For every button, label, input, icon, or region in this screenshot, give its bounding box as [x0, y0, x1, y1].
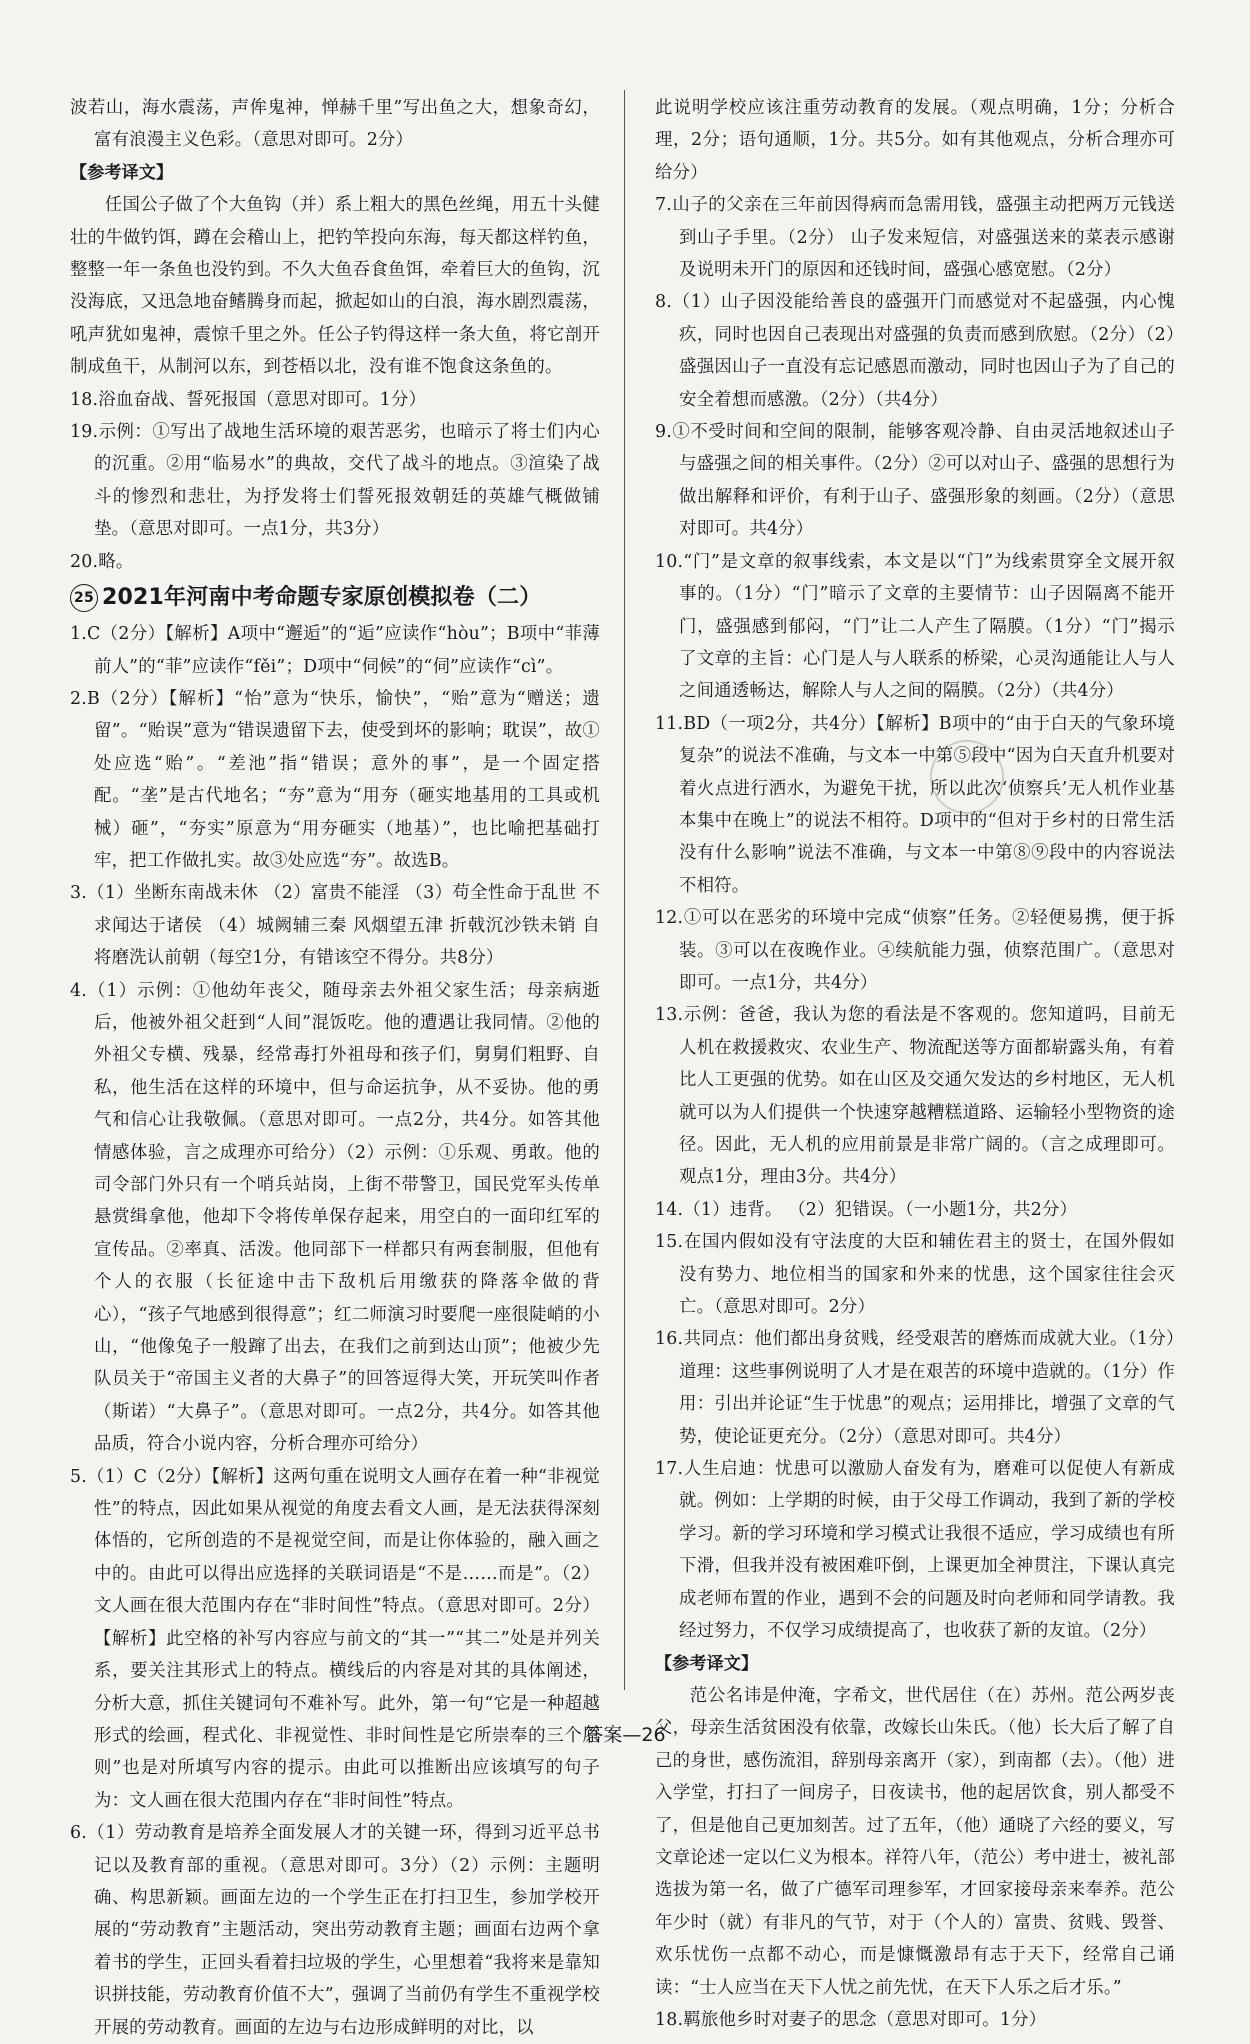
answer-item: 16.共同点：他们都出身贫贱，经受艰苦的磨炼而成就大业。（1分）道理：这些事例说明了人才是在艰苦的环境中造就的。（1分）作用：引出并论证“生于忧患”的观点；运用排比，增强了文章的气势，使论证更充分。（2分）（意思对即可。共4分） — [655, 1329, 1175, 1447]
answer-item: 10.“门”是文章的叙事线索，本文是以“门”为线索贯穿全文展开叙事的。（1分）“门”暗示了文章的主要情节：山子因隔离不能开门，盛强感到郁闷，“门”让二人产生了隔膜。（1分）“门”揭示了文章的主旨：心门是人与人联系的桥梁，心灵沟通能让人与人之间通透畅达，解除人与人之间的隔膜。（2分）（共4分） — [655, 551, 1175, 702]
answer-item: 此说明学校应该注重劳动教育的发展。（观点明确，1分；分析合理，2分；语句通顺，1分。共5分。如有其他观点，分析合理亦可给分） — [655, 98, 1175, 183]
answer-item: 19.示例：①写出了战地生活环境的艰苦恶劣，也暗示了将士们内心的沉重。②用“临易水”的典故，交代了战斗的地点。③渲染了战斗的惨烈和悲壮，为抒发将士们誓死报效朝廷的英雄气概做铺垫。（意思对即可。一点1分，共3分） — [70, 422, 600, 540]
translation-label: 【参考译文】 — [655, 1653, 759, 1674]
answer-item: 7.山子的父亲在三年前因得病而急需用钱，盛强主动把两万元钱送到山子手里。（2分） 山子发来短信，对盛强送来的菜表示感谢及说明未开门的原因和还钱时间，盛强心感宽慰。（2分） — [655, 195, 1175, 281]
answer-item: 3.（1）坐断东南战未休 （2）富贵不能淫 （3）苟全性命于乱世 不求闻达于诸侯 （4）城阙辅三秦 风烟望五津 折戟沉沙铁未销 自将磨洗认前朝（每空1分，有错该空不得分。共8分） — [70, 883, 600, 969]
answer-item: 13.示例：爸爸，我认为您的看法是不客观的。您知道吗，目前无人机在救援救灾、农业生产、物流配送等方面都崭露头角，有着比人工更强的优势。如在山区及交通欠发达的乡村地区，无人机就可以为人们提供一个快速穿越糟糕道路、运输轻小型物资的途径。因此，无人机的应用前景是非常广阔的。（言之成理即可。观点1分，理由3分。共4分） — [655, 1005, 1175, 1188]
section-title: 2021年河南中考命题专家原创模拟卷（二） — [102, 585, 542, 611]
translation-label: 【参考译文】 — [70, 162, 174, 183]
answer-item: 9.①不受时间和空间的限制，能够客观冷静、自由灵活地叙述山子与盛强之间的相关事件。（2分）②可以对山子、盛强的思想行为做出解释和评价，有利于山子、盛强形象的刻画。（2分）（意思对即可。共4分） — [655, 422, 1175, 540]
page-footer: 答案—26 — [584, 1724, 666, 1746]
answer-item: 5.（1）C（2分）【解析】这两句重在说明文人画存在着一种“非视觉性”的特点，因此如果从视觉的角度去看文人画，是无法获得深刻体悟的，它所创造的不是视觉空间，而是让你体验的，融入画之中的。由此可以得出应选择的关联词语是“不是……而是”。（2）文人画在很大范围内存在“非时间性”特点。（意思对即可。2分）【解析】此空格的补写内容应与前文的“其一”“其二”处是并列关系，要关注其形式上的特点。横线后的内容是对其的具体阐述，分析大意，抓住关键词句不难补写。此外，第一句“它是一种超越形式的绘画，程式化、非视觉性、非时间性是它所崇奉的三个原则”也是对所填写内容的提示。由此可以推断出应该填写的句子为：文人画在很大范围内存在“非时间性”特点。 — [70, 1466, 600, 1811]
column-divider — [624, 90, 625, 1690]
answer-item: 18.浴血奋战、誓死报国（意思对即可。1分） — [70, 389, 427, 410]
answer-item: 8.（1）山子因没能给善良的盛强开门而感觉对不起盛强，内心愧疚，同时也因自己表现出对盛强的负责而感到欣慰。（2分）（2）盛强因山子一直没有忘记感恩而激动，同时也因山子为了自己的安全着想而感激。（2分）（共4分） — [655, 292, 1175, 410]
answer-item: 1.C（2分）【解析】A项中“邂逅”的“逅”应读作“hòu”；B项中“菲薄前人”的“菲”应读作“fěi”；D项中“伺候”的“伺”应读作“cì”。 — [70, 624, 600, 677]
answer-item: 17.人生启迪：忧患可以激励人奋发有为，磨难可以促使人有新成就。例如：上学期的时候，由于父母工作调动，我到了新的学校学习。新的学习环境和学习模式让我很不适应，学习成绩也有所下滑，但我并没有被困难吓倒，上课更加全神贯注，下课认真完成老师布置的作业，遇到不会的问题及时向老师和同学请教。我经过努力，不仅学习成绩提高了，也收获了新的友谊。（2分） — [655, 1459, 1175, 1642]
section-number: 25 — [70, 584, 98, 612]
translation-paragraph: 任国公子做了个大鱼钩（并）系上粗大的黑色丝绳，用五十头健壮的牛做钓饵，蹲在会稽山上，把钓竿投向东海，每天都这样钓鱼，整整一年一条鱼也没钓到。不久大鱼吞食鱼饵，牵着巨大的鱼钩，沉没海底，又迅急地奋鳍腾身而起，掀起如山的白浪，海水剧烈震荡，吼声犹如鬼神，震惊千里之外。任公子钓得这样一条大鱼，将它剖开制成鱼干，从制河以东，到苍梧以北，没有谁不饱食这条鱼的。 — [70, 195, 600, 378]
answer-item: 6.（1）劳动教育是培养全面发展人才的关键一环，得到习近平总书记以及教育部的重视。（意思对即可。3分）（2）示例：主题明确、构思新颖。画面左边的一个学生正在打扫卫生，参加学校开展的“劳动教育”主题活动，突出劳动教育主题；画面右边两个拿着书的学生，正回头看着扫垃圾的学生，心里想着“我将来是靠知识拼技能，劳动教育价值不大”，强调了当前仍有学生不重视学校开展的劳动教育。画面的左边与右边形成鲜明的对比，以 — [70, 1823, 600, 2038]
answer-item: 14.（1）违背。 （2）犯错误。（一小题1分，共2分） — [655, 1199, 1078, 1220]
section-heading — [70, 580, 600, 616]
answer-item: 20.略。 — [70, 551, 134, 572]
left-column — [70, 92, 600, 2044]
answer-item: 4.（1）示例：①他幼年丧父，随母亲去外祖父家生活；母亲病逝后，他被外祖父赶到“人间”混饭吃。他的遭遇让我同情。②他的外祖父专横、残暴，经常毒打外祖母和孩子们，舅舅们粗野、自私，他生活在这样的环境中，但与命运抗争，从不妥协。他的勇气和信心让我敬佩。（意思对即可。一点2分，共4分。如答其他情感体验，言之成理亦可给分）（2）示例：①乐观、勇敢。他的司令部门外只有一个哨兵站岗，上街不带警卫，国民党军头传单悬赏缉拿他，他却下令将传单保存起来，用空白的一面印红军的宣传品。②率真、活泼。他同部下一样都只有两套制服，但他有个人的衣服（长征途中击下敌机后用缴获的降落伞做的背心），“孩子气地感到很得意”；红二师演习时要爬一座很陡峭的小山，“他像兔子一般蹿了出去，在我们之前到达山顶”；他被少先队员关于“帝国主义者的大鼻子”的回答逗得大笑，开玩笑叫作者（斯诺）“大鼻子”。（意思对即可。一点2分，共4分。如答其他品质，符合小说内容，分析合理亦可给分） — [70, 980, 600, 1455]
answer-item: 15.在国内假如没有守法度的大臣和辅佐君主的贤士，在国外假如没有势力、地位相当的国家和外来的忧患，这个国家往往会灭亡。（意思对即可。2分） — [655, 1232, 1175, 1318]
answer-item: 波若山，海水震荡，声侔鬼神，惮赫千里”写出鱼之大，想象奇幻，富有浪漫主义色彩。（意思对即可。2分） — [70, 98, 600, 151]
answer-item: 2.B（2分）【解析】“怡”意为“快乐，愉快”，“贻”意为“赠送；遗留”。“贻误”意为“错误遗留下去，使受到坏的影响；耽误”，故①处应选“贻”。“差池”指“错误；意外的事”，是一个固定搭配。“垄”是古代地名；“夯”意为“用夯（砸实地基用的工具或机械）砸”，“夯实”原意为“用夯砸实（地基）”，也比喻把基础打牢，把工作做扎实。故③处应选“夯”。故选B。 — [70, 688, 600, 871]
answer-item: 12.①可以在恶劣的环境中完成“侦察”任务。②轻便易携，便于拆装。③可以在夜晚作业。④续航能力强，侦察范围广。（意思对即可。一点1分，共4分） — [655, 908, 1175, 993]
answer-item: 18.羁旅他乡时对妻子的思念（意思对即可。1分） — [655, 2009, 1047, 2030]
translation-paragraph: 范公名讳是仲淹，字希文，世代居住（在）苏州。范公两岁丧父，母亲生活贫困没有依靠，改嫁长山朱氏。（他）长大后了解了自己的身世，感伤流泪，辞别母亲离开（家），到南都（去）。（他）进入学堂，打扫了一间房子，日夜读书，他的起居饮食，别人都受不了，但是他自己更加刻苦。过了五年，（他）通晓了六经的要义，写文章论述一定以仁义为根本。祥符八年，（范公）考中进士，被礼部选拔为第一名，做了广德军司理参军，才回家接母亲来奉养。范公年少时（就）有非凡的气节，对于（个人的）富贵、贫贱、毁誉、欢乐忧伤一点都不动心，而是慷慨激昂有志于天下，经常自己诵读：“士人应当在天下人忧之前先忧，在天下人乐之后才乐。” — [655, 1685, 1175, 1998]
answer-item: 11.BD（一项2分，共4分）【解析】B项中的“由于白天的气象环境复杂”的说法不准确，与文本一中第⑤段中“因为白天直升机要对着火点进行洒水，为避免干扰，所以此次‘侦察兵’无人机作业基本集中在晚上”的说法不相符。D项中的“但对于乡村的日常生活没有什么影响”说法不准确，与文本一中第⑧⑨段中的内容说法不相符。 — [655, 713, 1175, 896]
